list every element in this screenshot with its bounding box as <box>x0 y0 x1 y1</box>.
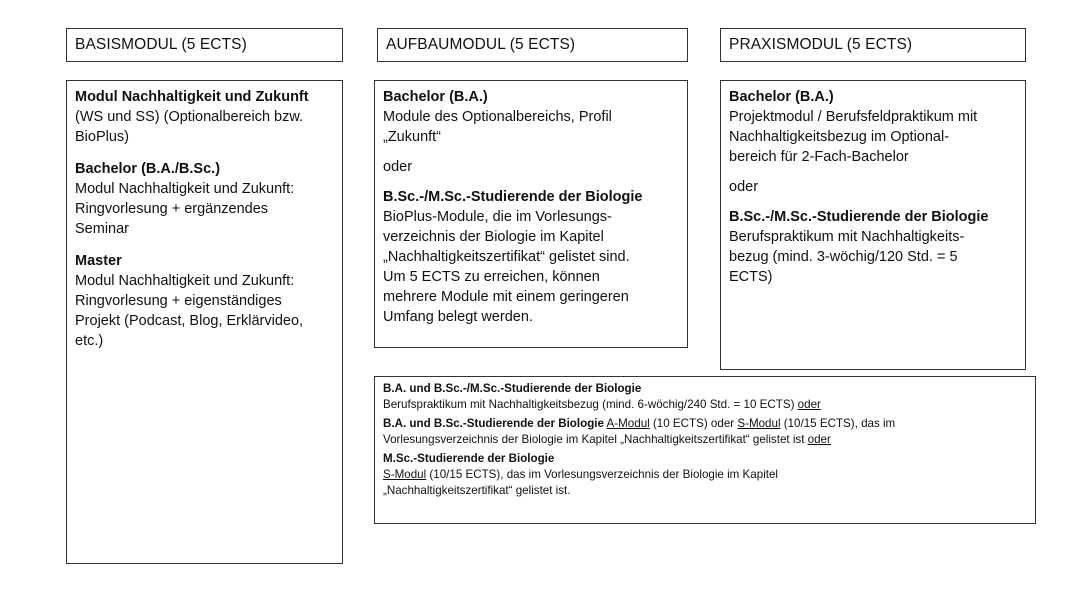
basis-section1-line: BioPlus) <box>75 129 129 145</box>
combined-option2-line1 <box>383 416 1025 432</box>
praxis-oder: oder <box>729 179 759 195</box>
aufbaumodul-header-label: AUFBAUMODUL (5 ECTS) <box>386 36 576 53</box>
basis-section2-line: Seminar <box>75 221 129 237</box>
praxis-section1-line: Projektmodul / Berufsfeldpraktikum mit <box>729 109 978 125</box>
combined-option2-oder: oder <box>807 433 831 446</box>
combined-option2-smodul: S-Modul <box>737 417 781 430</box>
combined-option3-smodul: S-Modul <box>383 468 427 481</box>
basis-section3-line: etc.) <box>75 333 104 349</box>
basis-section2-line: Ringvorlesung + ergänzendes <box>75 201 269 217</box>
basis-section2-title: Bachelor (B.A./B.Sc.) <box>75 161 221 177</box>
basis-section3-line: Ringvorlesung + eigenständiges <box>75 293 282 309</box>
basis-section1-line: (WS und SS) (Optionalbereich bzw. <box>75 109 304 125</box>
combined-option3-line1 <box>383 467 1025 483</box>
aufbau-section2-title: B.Sc.-/M.Sc.-Studierende der Biologie <box>383 189 643 205</box>
praxismodul-header <box>720 28 1026 62</box>
combined-option2-amodul: A-Modul <box>606 417 650 430</box>
praxis-section2-line: ECTS) <box>729 269 773 285</box>
praxismodul-header-label: PRAXISMODUL (5 ECTS) <box>729 36 913 53</box>
basismodul-header <box>66 28 343 62</box>
combined-option2-text1: (10 ECTS) oder <box>649 417 738 430</box>
basis-section3-title: Master <box>75 253 122 269</box>
praxis-section1-title: Bachelor (B.A.) <box>729 89 834 105</box>
combined-option2-text2: (10/15 ECTS), das im <box>780 417 896 430</box>
combined-option1-title: B.A. und B.Sc.-/M.Sc.-Studierende der Biologie <box>383 382 642 395</box>
combined-option3-title: M.Sc.-Studierende der Biologie <box>383 452 555 465</box>
basis-section2-line: Modul Nachhaltigkeit und Zukunft: <box>75 181 295 197</box>
combined-option3-text1: (10/15 ECTS), das im Vorlesungsverzeichnis der Biologie im Kapitel <box>426 468 779 481</box>
praxis-section1-line: Nachhaltigkeitsbezug im Optional- <box>729 129 950 145</box>
aufbau-section2-line: „Nachhaltigkeitszertifikat“ gelistet sind. <box>383 249 630 265</box>
praxis-section1-line: bereich für 2-Fach-Bachelor <box>729 149 909 165</box>
basismodul-content <box>66 80 343 564</box>
combined-option2-title: B.A. und B.Sc.-Studierende der Biologie <box>383 417 604 430</box>
combined-option2-line2-text: Vorlesungsverzeichnis der Biologie im Kapitel „Nachhaltigkeitszertifikat“ gelistet ist <box>383 433 808 446</box>
combined-option1-text <box>383 397 1025 413</box>
aufbau-section1-line: „Zukunft“ <box>383 129 442 145</box>
basis-section3-line: Projekt (Podcast, Blog, Erklärvideo, <box>75 313 304 329</box>
aufbau-section1-title: Bachelor (B.A.) <box>383 89 488 105</box>
aufbau-section1-line: Module des Optionalbereichs, Profil <box>383 109 612 125</box>
aufbau-section2-line: Um 5 ECTS zu erreichen, können <box>383 269 600 285</box>
combined-option1-oder: oder <box>797 398 821 411</box>
basis-section1-title: Modul Nachhaltigkeit und Zukunft <box>75 89 309 105</box>
aufbau-section2-line: mehrere Module mit einem geringeren <box>383 289 629 305</box>
combined-option3-line2: „Nachhaltigkeitszertifikat“ gelistet ist. <box>383 484 571 497</box>
aufbau-section2-line: BioPlus-Module, die im Vorlesungs- <box>383 209 612 225</box>
praxis-section2-line: Berufspraktikum mit Nachhaltigkeits- <box>729 229 965 245</box>
combined-option1-desc: Berufspraktikum mit Nachhaltigkeitsbezug (mind. 6-wöchig/240 Std. = 10 ECTS) <box>383 398 798 411</box>
praxis-section2-title: B.Sc.-/M.Sc.-Studierende der Biologie <box>729 209 989 225</box>
combined-option2-line2 <box>383 432 1025 448</box>
praxis-section2-line: bezug (mind. 3-wöchig/120 Std. = 5 <box>729 249 958 265</box>
aufbau-section2-line: verzeichnis der Biologie im Kapitel <box>383 229 604 245</box>
aufbau-oder: oder <box>383 159 413 175</box>
combined-options-box <box>374 376 1036 524</box>
praxismodul-content <box>720 80 1026 370</box>
basis-section3-line: Modul Nachhaltigkeit und Zukunft: <box>75 273 295 289</box>
aufbaumodul-header <box>377 28 688 62</box>
aufbau-section2-line: Umfang belegt werden. <box>383 309 533 325</box>
basismodul-header-label: BASISMODUL (5 ECTS) <box>75 36 247 53</box>
aufbaumodul-content <box>374 80 688 348</box>
